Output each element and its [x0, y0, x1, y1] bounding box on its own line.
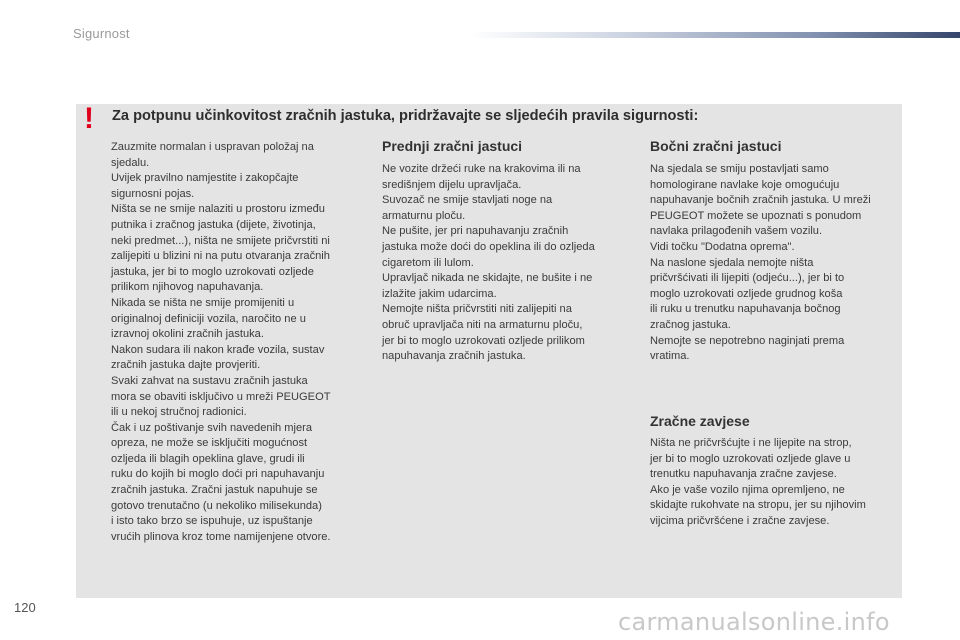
text-line: jastuka može doći do opeklina ili do ozljeda [382, 240, 595, 253]
text-line: zračnih jastuka dajte provjeriti. [111, 359, 261, 372]
text-line: putnika i zračnog jastuka (dijete, životinja, [111, 218, 316, 231]
text-line: Uvijek pravilno namjestite i zakopčajte [111, 172, 299, 185]
side-airbags-heading: Bočni zračni jastuci [650, 138, 782, 154]
text-line: Nemojte se nepotrebno naginjati prema [650, 334, 845, 347]
text-line: prilikom njihovog napuhavanja. [111, 281, 264, 294]
text-line: Upravljač nikada ne skidajte, ne bušite i ne [382, 272, 593, 285]
text-line: Ako je vaše vozilo njima opremljeno, ne [650, 483, 845, 496]
text-line: Svaki zahvat na sustavu zračnih jastuka [111, 374, 308, 387]
text-line: moglo uzrokovati ozljede grudnog koša [650, 287, 843, 300]
text-line: Nikada se ništa ne smije promijeniti u [111, 296, 295, 309]
text-line: navlaka prilagođenih vašem vozilu. [650, 225, 823, 238]
text-line: sjedalu. [111, 156, 150, 169]
text-line: Ništa ne pričvršćujte i ne lijepite na strop, [650, 437, 852, 449]
side-airbags-text [650, 162, 900, 365]
text-line: originalnoj definiciji vozila, naročito ne u [111, 312, 306, 325]
front-airbags-text [382, 162, 622, 365]
text-line: jer bi to moglo uzrokovati ozljede glave u [650, 452, 851, 465]
warning-exclamation-icon: ! [84, 102, 94, 135]
text-line: sigurnosni pojas. [111, 187, 195, 200]
text-line: vrućih plinova kroz tome namijenjene otvore. [111, 530, 331, 543]
text-line: pričvršćivati ili lijepiti (odjeću...), jer bi to [650, 272, 845, 285]
page-number: 120 [14, 600, 36, 615]
text-line: izravnoj okolini zračnih jastuka. [111, 328, 264, 341]
curtain-airbags-heading: Zračne zavjese [650, 413, 750, 429]
general-rules-text [111, 140, 361, 545]
text-line: Na sjedala se smiju postavljati samo [650, 163, 829, 175]
text-line: obruč upravljača niti na armaturnu ploču, [382, 318, 583, 331]
text-line: jastuka, jer bi to moglo uzrokovati ozljede [111, 265, 314, 278]
text-line: napuhavanja zračnih jastuka. [382, 350, 526, 363]
text-line: Ne pušite, jer pri napuhavanju zračnih [382, 225, 569, 238]
header-rule [470, 32, 960, 38]
text-line: napuhavanje bočnih zračnih jastuka. U mreži [650, 194, 871, 207]
text-line: cigaretom ili lulom. [382, 256, 474, 269]
text-line: Zauzmite normalan i uspravan položaj na [111, 141, 314, 153]
text-line: središnjem dijelu upravljača. [382, 178, 522, 191]
watermark: carmanualsonline.info [618, 608, 890, 636]
text-line: i isto tako brzo se ispuhuje, uz ispuštanje [111, 515, 313, 528]
text-line: ruku do kojih bi moglo doći pri napuhavanju [111, 468, 325, 481]
section-title: Sigurnost [73, 26, 130, 41]
text-line: Nakon sudara ili nakon krađe vozila, sustav [111, 343, 325, 356]
text-line: izlažite jakim udarcima. [382, 287, 497, 300]
text-line: Ne vozite držeći ruke na krakovima ili na [382, 163, 581, 175]
text-line: vijcima pričvršćene i zračne zavjese. [650, 514, 830, 527]
text-line: Vidi točku "Dodatna oprema". [650, 240, 795, 253]
text-line: Na naslone sjedala nemojte ništa [650, 256, 814, 269]
text-line: Suvozač ne smije stavljati noge na [382, 194, 553, 207]
text-line: neki predmet...), ništa ne smijete pričvrstiti ni [111, 234, 330, 247]
front-airbags-heading: Prednji zračni jastuci [382, 138, 523, 154]
text-line: Ništa se ne smije nalaziti u prostoru između [111, 203, 325, 216]
text-line: trenutku napuhavanja zračne zavjese. [650, 468, 837, 481]
text-line: vratima. [650, 350, 690, 363]
text-line: jer bi to moglo uzrokovati ozljede prilikom [382, 334, 585, 347]
text-line: ozljeda ili blagih opeklina glave, grudi ili [111, 452, 305, 465]
text-line: ili u nekoj stručnoj radionici. [111, 406, 247, 419]
panel-heading: Za potpunu učinkovitost zračnih jastuka, pridržavajte se sljedećih pravila sigurnosti: [112, 108, 699, 124]
text-line: ili ruku u trenutku napuhavanja bočnog [650, 303, 841, 316]
text-line: Čak i uz poštivanje svih navedenih mjera [111, 421, 313, 434]
text-line: homologirane navlake koje omogućuju [650, 178, 840, 191]
text-line: PEUGEOT možete se upoznati s ponudom [650, 209, 862, 222]
text-line: zračnih jastuka. Zračni jastuk napuhuje se [111, 484, 318, 497]
text-line: gotovo trenutačno (u nekoliko milisekunda) [111, 499, 322, 512]
text-line: zračnog jastuka. [650, 318, 731, 331]
curtain-airbags-text [650, 436, 900, 530]
text-line: opreza, ne može se isključiti mogućnost [111, 437, 308, 450]
text-line: Nemojte ništa pričvrstiti niti zalijepiti na [382, 303, 572, 316]
text-line: armaturnu ploču. [382, 209, 466, 222]
text-line: zalijepiti u blizini ni na putu otvaranja zračnih [111, 250, 330, 263]
text-line: mora se obaviti isključivo u mreži PEUGEOT [111, 390, 331, 403]
text-line: skidajte rukohvate na stropu, jer su njihovim [650, 499, 866, 512]
